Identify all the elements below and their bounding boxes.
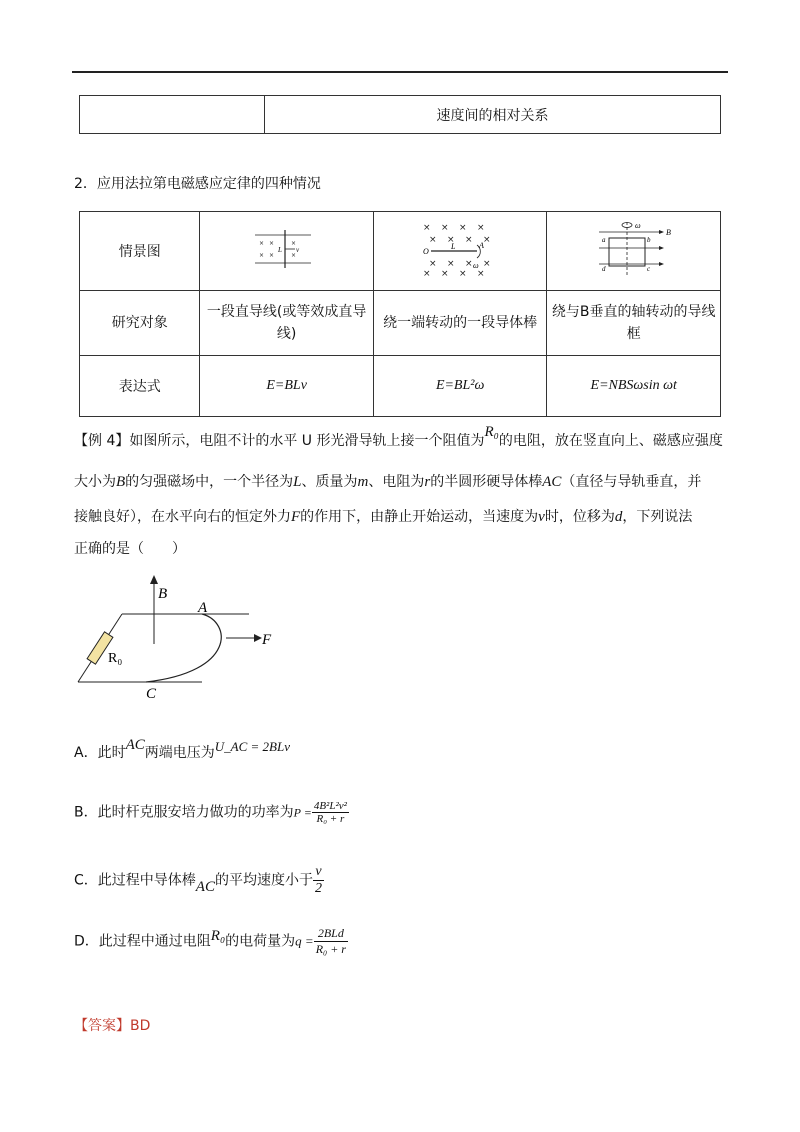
svg-text:ω: ω [634,221,641,230]
top-table [79,95,721,134]
label-F: F [262,632,272,648]
row-label-expression: 表达式 [80,356,200,417]
svg-text:×: × [429,259,437,269]
scene-diagram-straight-wire [200,212,373,291]
example-line-3: 接触良好），在水平向右的恒定外力F的作用下，由静止开始运动，当速度为v时，位移为d，下列说法 [74,509,693,525]
svg-text:×: × [477,269,485,278]
row-label-scene: 情景图 [80,212,200,291]
top-table-cell-2: 速度间的相对关系 [265,96,721,134]
fraction-C: $\frac{v}{2}$ [314,864,322,896]
svg-text:×: × [447,235,455,245]
top-rule [72,71,728,73]
svg-text:c: c [646,265,650,273]
svg-text:×: × [423,269,431,278]
option-B: B．此时杆克服安培力做功的功率为P = $\frac{\text{4B²L²v²}}{\text{R₀ + r}}$ [74,800,347,825]
svg-text:B: B [665,228,671,237]
svg-text:v: v [295,246,299,254]
scene-diagram-rotating-rod [373,212,547,291]
faraday-table [79,211,721,417]
rail-figure [74,574,274,699]
svg-text:L: L [277,246,282,254]
formula-straight-wire: E=BLv [200,356,373,417]
svg-text:×: × [268,240,274,247]
svg-text:×: × [258,252,264,259]
svg-text:×: × [423,223,431,233]
scene-diagram-rotating-frame [547,212,721,291]
example-line-1: 【例 4】如图所示，电阻不计的水平 U 形光滑导轨上接一个阻值为R₀的电阻，放在竖直向上、磁感应强度 [74,424,723,449]
svg-text:O: O [423,247,429,256]
object-straight-wire: 一段直导线(或等效成直导线) [200,291,373,356]
svg-text:×: × [447,259,455,269]
label-A: A [198,600,208,616]
label-R0: R₀ [108,651,123,666]
label-B: B [158,586,168,602]
option-C: C．此过程中导体棒AC的平均速度小于 $\frac{v}{2}$ [74,864,322,896]
svg-text:×: × [441,269,449,278]
formula-rotating-rod: E=BL²ω [373,356,547,417]
svg-text:×: × [459,223,467,233]
svg-text:×: × [483,235,491,245]
svg-text:b: b [646,236,651,244]
top-table-cell-1 [80,96,265,134]
svg-text:d: d [601,265,606,273]
option-D: D．此过程中通过电阻R₀的电荷量为q = $\frac{\text{2BLd}}{\text{R₀ + r}}$ [74,926,346,956]
example-line-4: 正确的是（ ） [74,541,186,557]
option-A: A．此时AC两端电压为U_AC = 2BLv [74,737,290,761]
svg-text:×: × [429,235,437,245]
svg-text:×: × [465,235,473,245]
answer: 【答案】BD [74,1018,151,1034]
svg-text:×: × [268,252,274,259]
svg-text:×: × [290,240,296,247]
svg-text:×: × [258,240,264,247]
section-title: 2．应用法拉第电磁感应定律的四种情况 [74,176,321,192]
svg-text:ω: ω [473,261,479,270]
svg-text:×: × [477,223,485,233]
svg-text:×: × [483,259,491,269]
fraction-D: $\frac{\text{2BLd}}{\text{R₀ + r}}$ [315,926,346,956]
label-C: C [146,686,157,699]
svg-text:×: × [441,223,449,233]
example-line-2: 大小为B的匀强磁场中，一个半径为L、质量为m、电阻为r的半圆形硬导体棒AC（直径与导轨垂直，并 [74,474,702,490]
example-tag: 【例 4】 [74,433,130,449]
fraction-B: $\frac{\text{4B²L²v²}}{\text{R₀ + r}}$ [313,800,347,825]
row-label-object: 研究对象 [80,291,200,356]
formula-rotating-frame: E=NBSωsin ωt [547,356,721,417]
svg-text:×: × [459,269,467,278]
object-rotating-frame: 绕与B垂直的轴转动的导线框 [547,291,721,356]
object-rotating-rod: 绕一端转动的一段导体棒 [373,291,547,356]
svg-text:×: × [465,259,473,269]
svg-text:a: a [601,236,606,244]
svg-text:A: A [479,241,485,250]
svg-text:L: L [451,242,456,251]
svg-text:×: × [290,252,296,259]
